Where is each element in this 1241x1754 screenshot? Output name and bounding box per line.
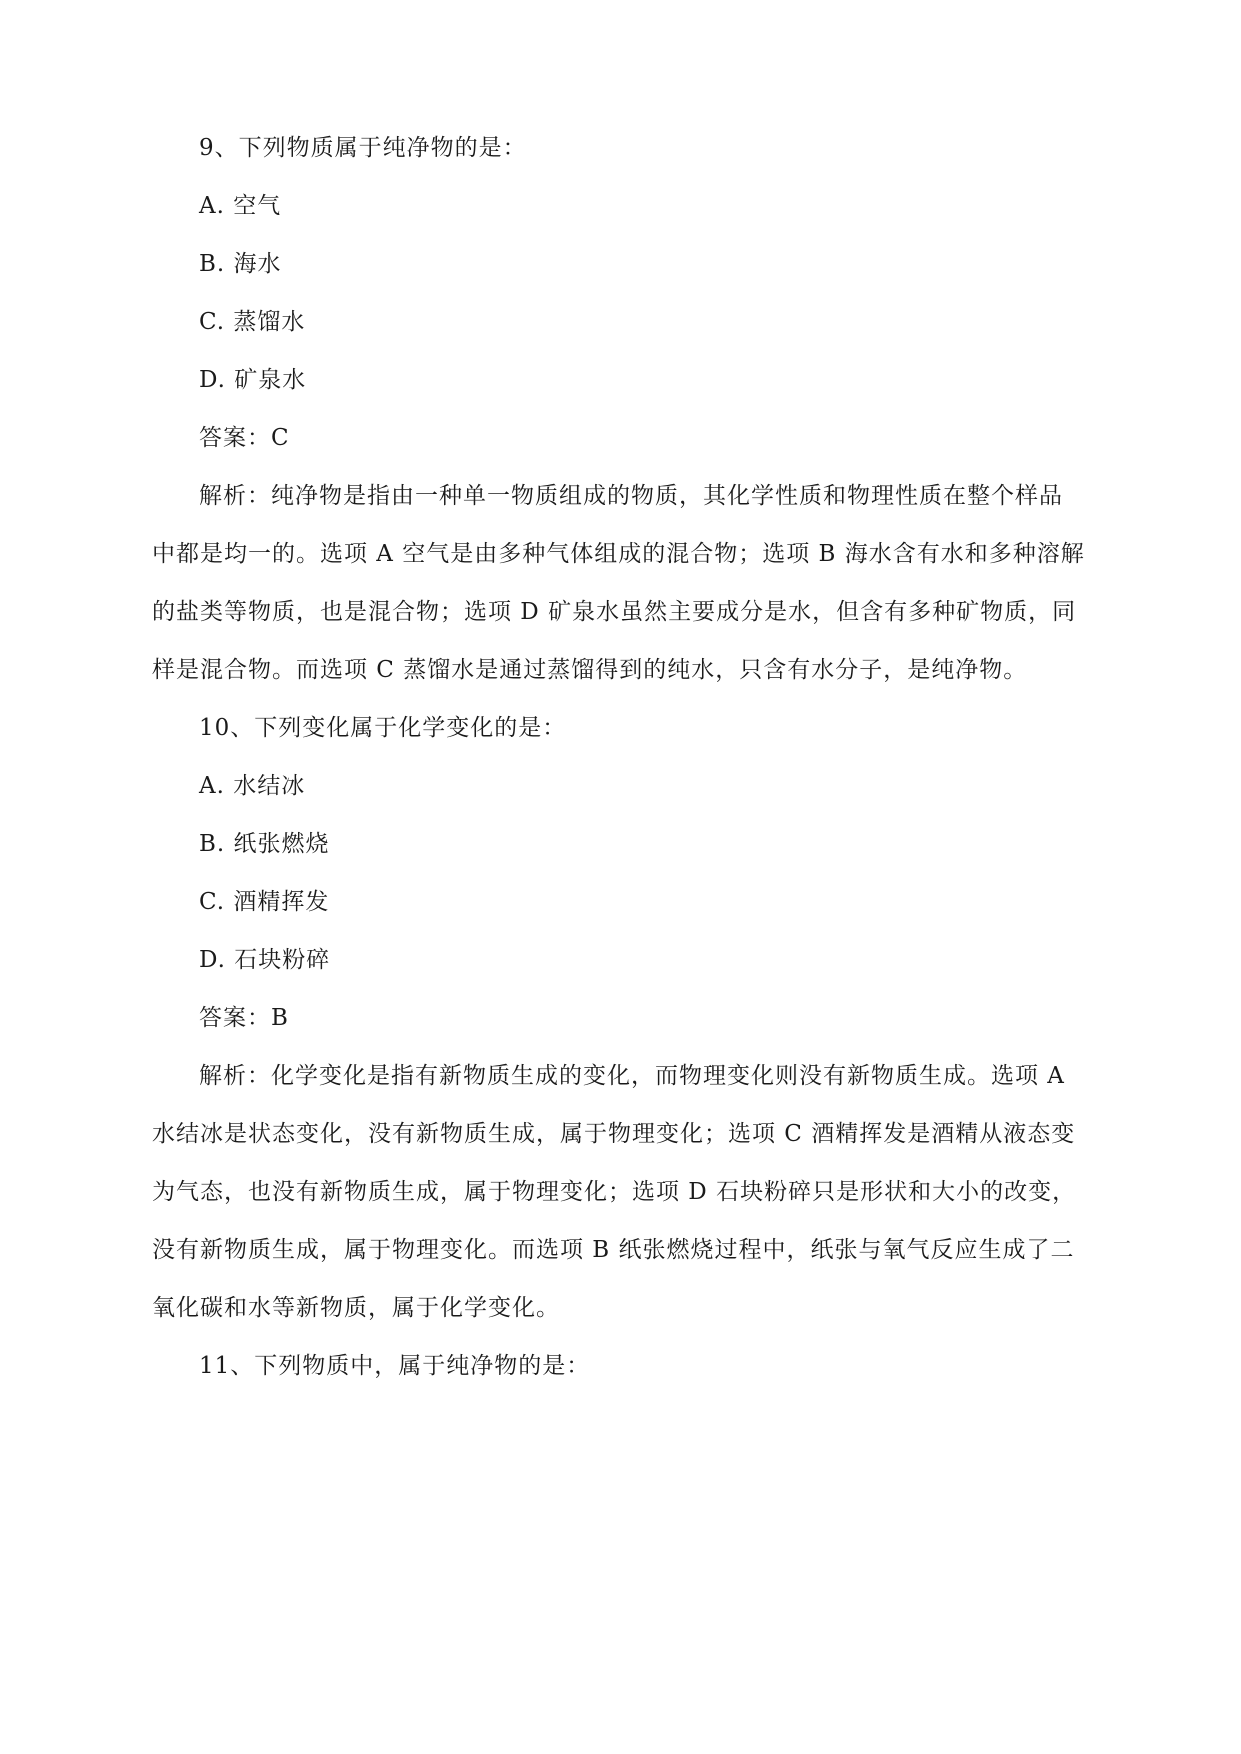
question-9-answer: 答案：C [199,425,290,451]
question-10-analysis-line-3: 为气态，也没有新物质生成，属于物理变化；选项 D 石块粉碎只是形状和大小的改变， [152,1179,1077,1205]
question-10-analysis-line-1: 解析：化学变化是指有新物质生成的变化，而物理变化则没有新物质生成。选项 A [199,1063,1065,1089]
question-9-option-c: C. 蒸馏水 [199,309,306,335]
question-9-analysis-line-2: 中都是均一的。选项 A 空气是由多种气体组成的混合物；选项 B 海水含有水和多种溶解 [152,541,1085,567]
question-10-option-a: A. 水结冰 [199,773,306,799]
question-11-text: 11、下列物质中，属于纯净物的是： [199,1353,591,1379]
question-10-option-b: B. 纸张燃烧 [199,831,330,857]
question-9-analysis-line-3: 的盐类等物质，也是混合物；选项 D 矿泉水虽然主要成分是水，但含有多种矿物质，同 [152,599,1077,625]
question-10-option-c: C. 酒精挥发 [199,889,330,915]
question-10-analysis-line-4: 没有新物质生成，属于物理变化。而选项 B 纸张燃烧过程中，纸张与氧气反应生成了二 [152,1237,1075,1263]
question-10-text: 10、下列变化属于化学变化的是： [199,715,567,741]
question-9-text: 9、下列物质属于纯净物的是： [199,135,527,161]
question-9-option-b: B. 海水 [199,251,282,277]
question-9-option-a: A. 空气 [199,193,282,219]
question-10-analysis-line-2: 水结冰是状态变化，没有新物质生成，属于物理变化；选项 C 酒精挥发是酒精从液态变 [152,1121,1076,1147]
question-10-answer: 答案：B [199,1005,289,1031]
question-9-option-d: D. 矿泉水 [199,367,307,393]
question-10-option-d: D. 石块粉碎 [199,947,331,973]
question-9-analysis-line-4: 样是混合物。而选项 C 蒸馏水是通过蒸馏得到的纯水，只含有水分子，是纯净物。 [152,657,1028,683]
question-10-analysis-line-5: 氧化碳和水等新物质，属于化学变化。 [152,1295,560,1321]
question-9-analysis-line-1: 解析：纯净物是指由一种单一物质组成的物质，其化学性质和物理性质在整个样品 [199,483,1063,509]
